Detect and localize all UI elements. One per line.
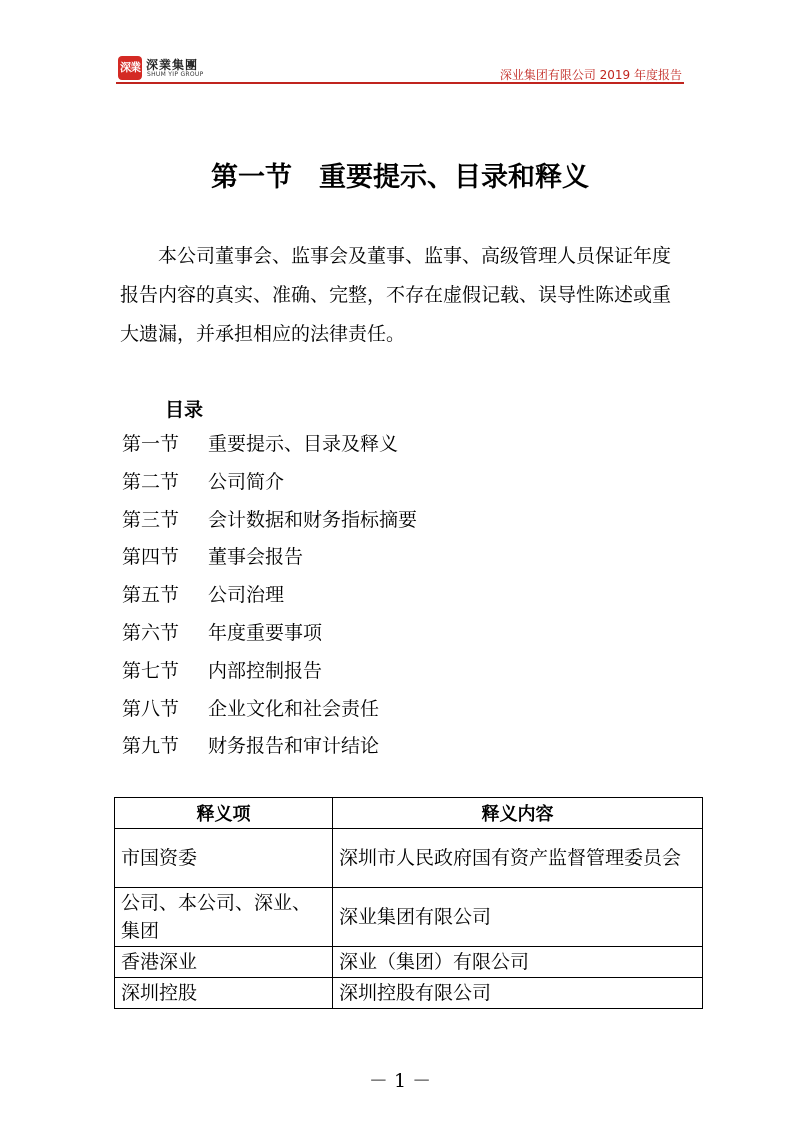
table-of-contents [122,428,417,768]
toc-item-number: 第四节 [122,546,180,569]
table-row [115,978,703,1009]
toc-item [122,428,417,466]
toc-item-label: 年度重要事项 [208,621,323,644]
table-row [115,829,703,888]
toc-item-number: 第五节 [122,584,180,607]
section-title: 第一节 重要提示、目录和释义 [211,162,589,193]
glossary-table [114,797,703,1009]
glossary-header-definition: 释义内容 [333,798,703,829]
toc-item [122,693,417,731]
toc-item-label: 重要提示、目录及释义 [208,433,399,455]
toc-item-number: 第三节 [122,508,180,531]
toc-item-label: 企业文化和社会责任 [208,697,380,720]
glossary-definition: 深圳市人民政府国有资产监督管理委员会 [333,829,703,888]
glossary-term: 公司、本公司、深业、集团 [115,888,333,947]
glossary-definition: 深业集团有限公司 [333,888,703,947]
table-row [115,888,703,947]
toc-item [122,579,417,617]
glossary-header-term: 释义项 [115,798,333,829]
toc-item-label: 内部控制报告 [208,659,323,682]
toc-item [122,730,417,768]
toc-item-number: 第七节 [122,659,180,682]
report-title: 深业集团有限公司 2019 年度报告 [499,68,682,82]
toc-item-number: 第二节 [122,470,180,493]
glossary-term: 深圳控股 [115,978,333,1009]
toc-item [122,504,417,542]
logo-seal-icon: 深業 [118,56,142,80]
intro-paragraph: 本公司董事会、监事会及董事、监事、高级管理人员保证年度报告内容的真实、准确、完整，不存在虚假记载、误导性陈述或重大遗漏，并承担相应的法律责任。 [120,245,672,345]
toc-item [122,466,417,504]
toc-item [122,617,417,655]
glossary-header-row [115,798,703,829]
glossary-term: 市国资委 [115,829,333,888]
toc-item [122,655,417,693]
toc-item [122,541,417,579]
toc-item-label: 公司治理 [208,584,285,607]
toc-item-label: 会计数据和财务指标摘要 [208,508,418,531]
toc-item-label: 公司简介 [208,470,285,493]
table-row [115,947,703,978]
company-logo [118,54,228,82]
toc-item-label: 董事会报告 [208,546,304,569]
glossary-definition: 深业（集团）有限公司 [333,947,703,978]
toc-item-label: 财务报告和审计结论 [208,735,380,758]
logo-chinese-name: 深業集團 [146,58,199,72]
toc-heading: 目录 [165,399,204,421]
toc-item-number: 第九节 [122,735,180,758]
glossary-term: 香港深业 [115,947,333,978]
page-number: － 1 － [368,1070,432,1092]
toc-item-number: 第八节 [122,697,180,720]
header-divider [116,82,684,84]
toc-item-number: 第一节 [122,433,180,455]
toc-item-number: 第六节 [122,621,180,644]
logo-english-name: SHUM YIP GROUP [147,71,204,78]
glossary-definition: 深圳控股有限公司 [333,978,703,1009]
